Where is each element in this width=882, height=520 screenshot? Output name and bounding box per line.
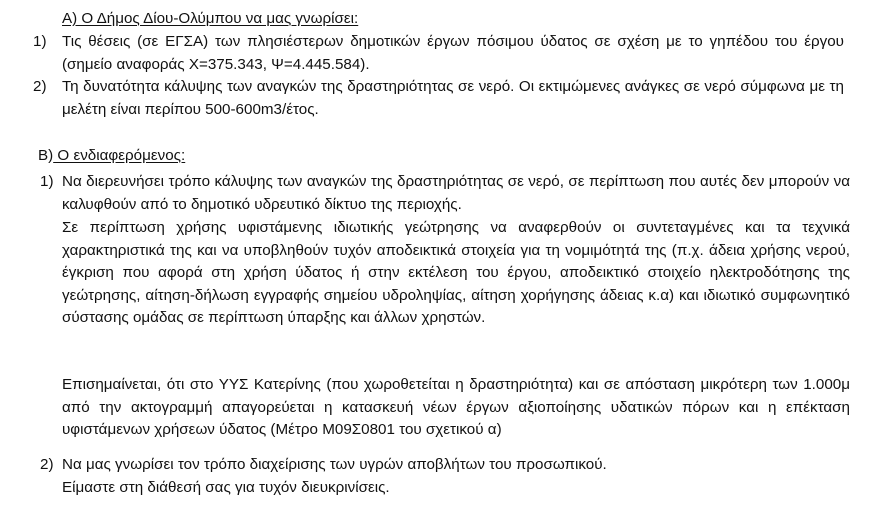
section-a-heading-text: A) Ο Δήμος Δίου-Ολύμπου να μας γνωρίσει: (62, 10, 359, 27)
section-a-heading (62, 8, 358, 31)
section-b-item-1-paragraph-2: Σε περίπτωση χρήσης υφιστάμενης ιδιωτικής γεώτρησης να αναφερθούν οι συντεταγμένες και τα τεχνικά χαρακτηριστικά της και να υποβληθούν τυχόν αποδεικτικά στοιχεία για τη νομιμότητά της (π.χ. άδεια χρήσης νερού, έγκριση που αφορά στη χρήση ύδατος ή στην εκτέλεση του έργου, αποδεικτικό στοιχείο ηλεκτροδότησης της γεώτρησης, αίτηση-δήλωση εγγραφής σημείου υδροληψίας, αίτηση χορήγησης άδειας κ.α) και ιδιωτικό συμφωνητικό σύστασης ομάδας σε περίπτωση ύπαρξης και άλλων χρηστών. (62, 219, 850, 327)
section-b-closing-text: Είμαστε στη διάθεσή σας για τυχόν διευκρινίσεις. (62, 479, 390, 496)
section-a-item-1-text: Τις θέσεις (σε ΕΓΣΑ) των πλησιέστερων δημοτικών έργων πόσιμου ύδατος σε σχέση με το γηπέδου του έργου (σημείο αναφοράς Χ=375.343, Ψ=4.445.584). (62, 33, 844, 73)
section-b-heading-label: Ο ενδιαφερόμενος: (53, 147, 186, 164)
section-a-item-2-number: 2) (33, 78, 47, 95)
section-b-item-2-number: 2) (40, 456, 54, 473)
section-b-heading (38, 145, 185, 168)
section-b-item-1-text: Να διερευνήσει τρόπο κάλυψης των αναγκών της δραστηριότητας σε νερό, σε περίπτωση που αυτές δεν μπορούν να καλυφθούν από το δημοτικό υδρευτικό δίκτυο της περιοχής. (62, 173, 850, 213)
section-b-heading-prefix: Β) (38, 147, 54, 164)
section-b-item-1-number: 1) (40, 173, 54, 190)
section-a-item-2-text: Τη δυνατότητα κάλυψης των αναγκών της δραστηριότητας σε νερό. Οι εκτιμώμενες ανάγκες σε νερό σύμφωνα με τη μελέτη είναι περίπου 500-600m3/έτος. (62, 78, 844, 118)
section-a-item-1-number: 1) (33, 33, 47, 50)
section-b-item-1-paragraph-3: Επισημαίνεται, ότι στο ΥΥΣ Κατερίνης (που χωροθετείται η δραστηριότητα) και σε απόσταση μικρότερη των 1.000μ από την ακτογραμμή απαγορεύεται η κατασκευή νέων έργων αξιοποίησης υδατικών πόρων και η επέκταση υφιστάμενων χρήσεων ύδατος (Μέτρο Μ09Σ0801 του σχετικού α) (62, 376, 850, 439)
section-b-item-2-text: Να μας γνωρίσει τον τρόπο διαχείρισης των υγρών αποβλήτων του προσωπικού. (62, 456, 607, 473)
